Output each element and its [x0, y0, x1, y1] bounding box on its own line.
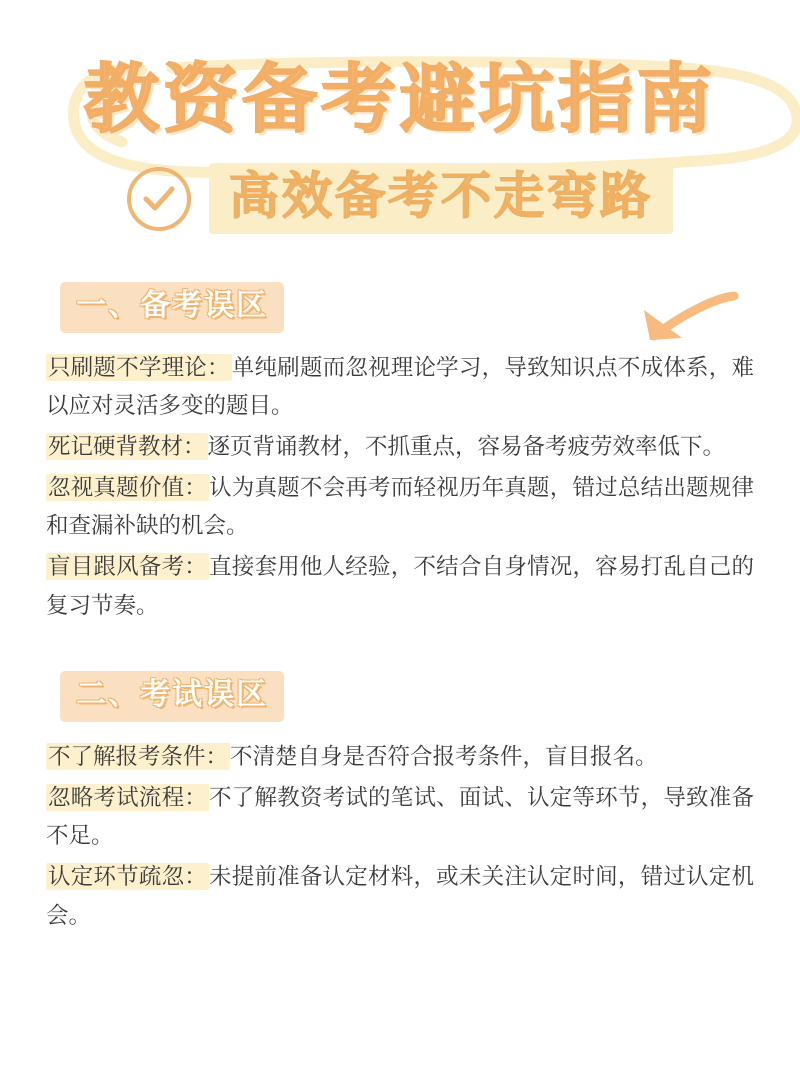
section-heading: [60, 282, 284, 333]
list-item: [46, 469, 754, 546]
item-body: 不了解教资考试的笔试、面试、认定等环节，导致准备不足。: [46, 784, 754, 849]
item-body: 单纯刷题而忽视理论学习，导致知识点不成体系，难以应对灵活多变的题目。: [46, 354, 754, 419]
list-item: [46, 738, 754, 777]
item-body: 认为真题不会再考而轻视历年真题，错过总结出题规律和查漏补缺的机会。: [46, 474, 754, 539]
item-term: 死记硬背教材：: [48, 433, 206, 459]
item-term: 认定环节疏忽：: [48, 863, 208, 889]
list-item: [46, 779, 754, 856]
item-term: 不了解报考条件：: [48, 743, 229, 769]
page-subtitle: 高效备考不走弯路: [229, 168, 653, 224]
item-body: 未提前准备认定材料，或未关注认定时间，错过认定机会。: [46, 863, 754, 928]
item-term: 忽略考试流程：: [48, 784, 208, 810]
list-item: [46, 428, 754, 467]
title-block: [46, 0, 754, 272]
section-kaoshi-wuqu: [46, 671, 754, 935]
subtitle-band: [209, 163, 673, 234]
section-heading-text: 二、考试误区: [76, 678, 268, 712]
list-item: [46, 858, 754, 935]
check-icon: [127, 167, 191, 231]
item-body: 不清楚自身是否符合报考条件，盲目报名。: [230, 743, 658, 769]
item-term: 忽视真题价值：: [48, 474, 208, 500]
page-title: 教资备考避坑指南: [83, 57, 716, 141]
item-term: 盲目跟风备考：: [48, 553, 208, 579]
item-body: 逐页背诵教材，不抓重点，容易备考疲劳效率低下。: [207, 433, 726, 459]
section-heading-text: 一、备考误区: [76, 289, 268, 322]
item-body: 直接套用他人经验，不结合自身情况，容易打乱自己的复习节奏。: [46, 553, 754, 618]
list-item: [46, 548, 754, 625]
arrow-down-left-icon: [630, 288, 740, 358]
subtitle-row: [46, 163, 754, 234]
list-item: [46, 349, 754, 426]
section-heading: [60, 671, 284, 722]
item-term: 只刷题不学理论：: [48, 354, 230, 380]
